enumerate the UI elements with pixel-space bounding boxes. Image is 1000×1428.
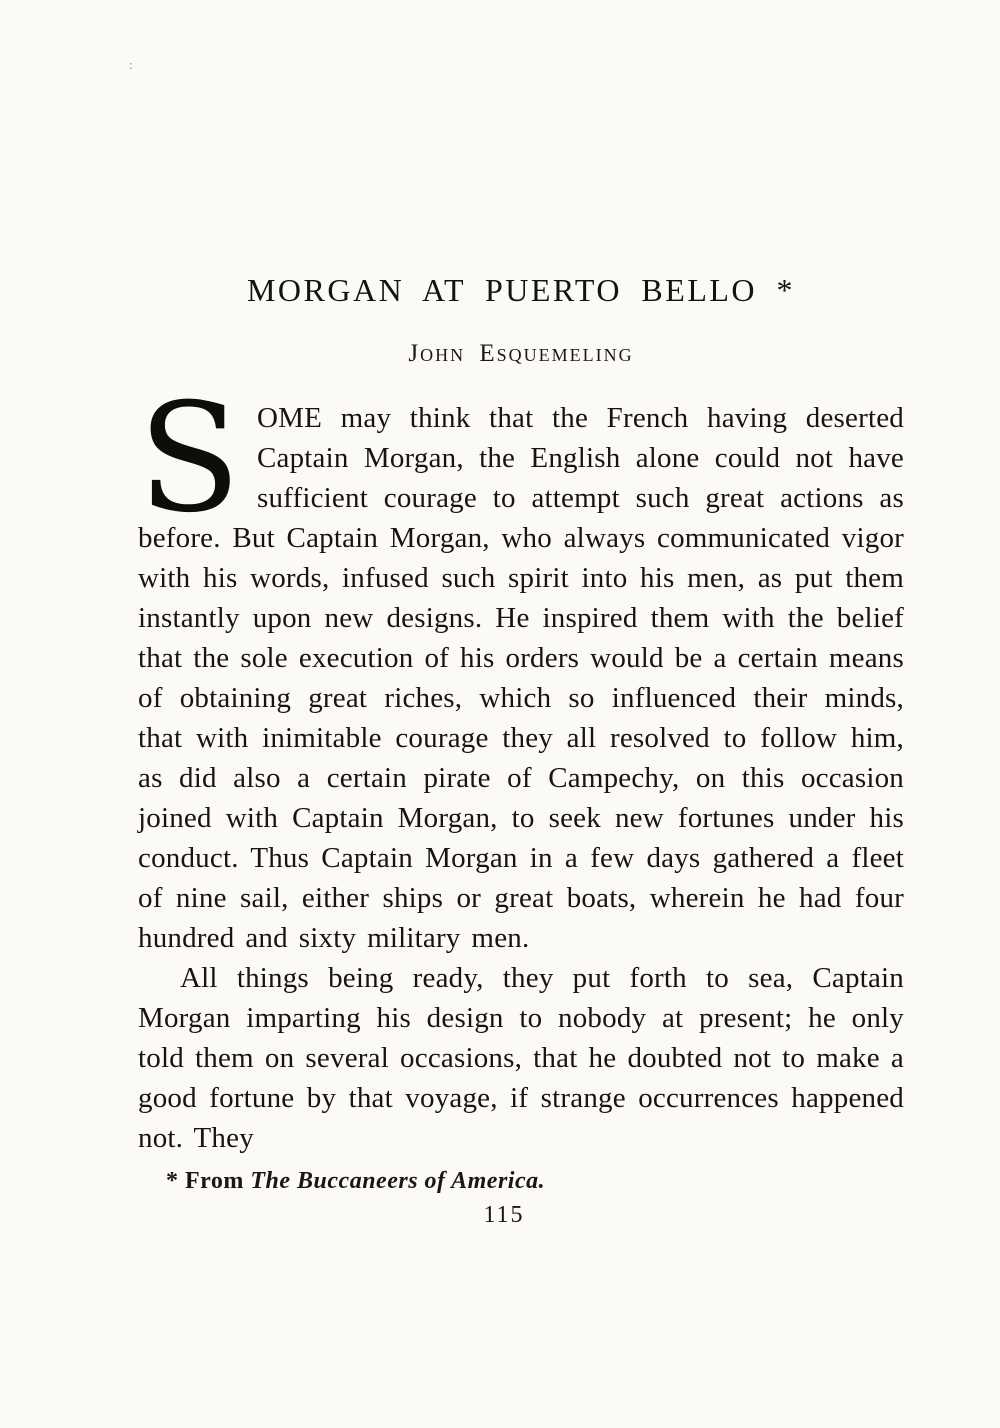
footnote-book-title: The Buccaneers of America. — [250, 1168, 546, 1194]
page-title: MORGAN AT PUERTO BELLO * — [246, 272, 796, 308]
drop-cap: S — [138, 372, 241, 546]
page-number: 115 — [483, 1202, 525, 1228]
author-byline: John Esquemeling — [408, 340, 634, 367]
paragraph-1 — [138, 372, 904, 958]
footnote — [138, 1166, 904, 1196]
scan-artifact: : — [129, 57, 133, 72]
footnote-marker: * From — [166, 1168, 251, 1194]
body-text — [138, 372, 904, 1158]
paragraph-2 — [138, 958, 904, 1158]
paragraph-1-text: OME may think that the French having deserted Captain Morgan, the English alone could not have sufficient courage to attempt such great actions as before. But Captain Morgan, who always communicated vigor with his words, infused such spirit into his men, as put them instantly upon new designs. He inspired them with the belief that the sole execution of his orders would be a certain means of obtaining great riches, which so influenced their minds, that with inimitable courage they all resolved to follow him, as did also a certain pirate of Campechy, on this occasion joined with Captain Morgan, to seek new fortunes under his conduct. Thus Captain Morgan in a few days gathered a fleet of nine sail, either ships or great boats, wherein he had four hundred and sixty military men. — [138, 402, 904, 954]
paragraph-2-text: All things being ready, they put forth to sea, Captain Morgan imparting his design to nobody at present; he only told them on several occasions, that he doubted not to make a good fortune by that voyage, if strange occurrences happened not. They — [138, 962, 904, 1154]
